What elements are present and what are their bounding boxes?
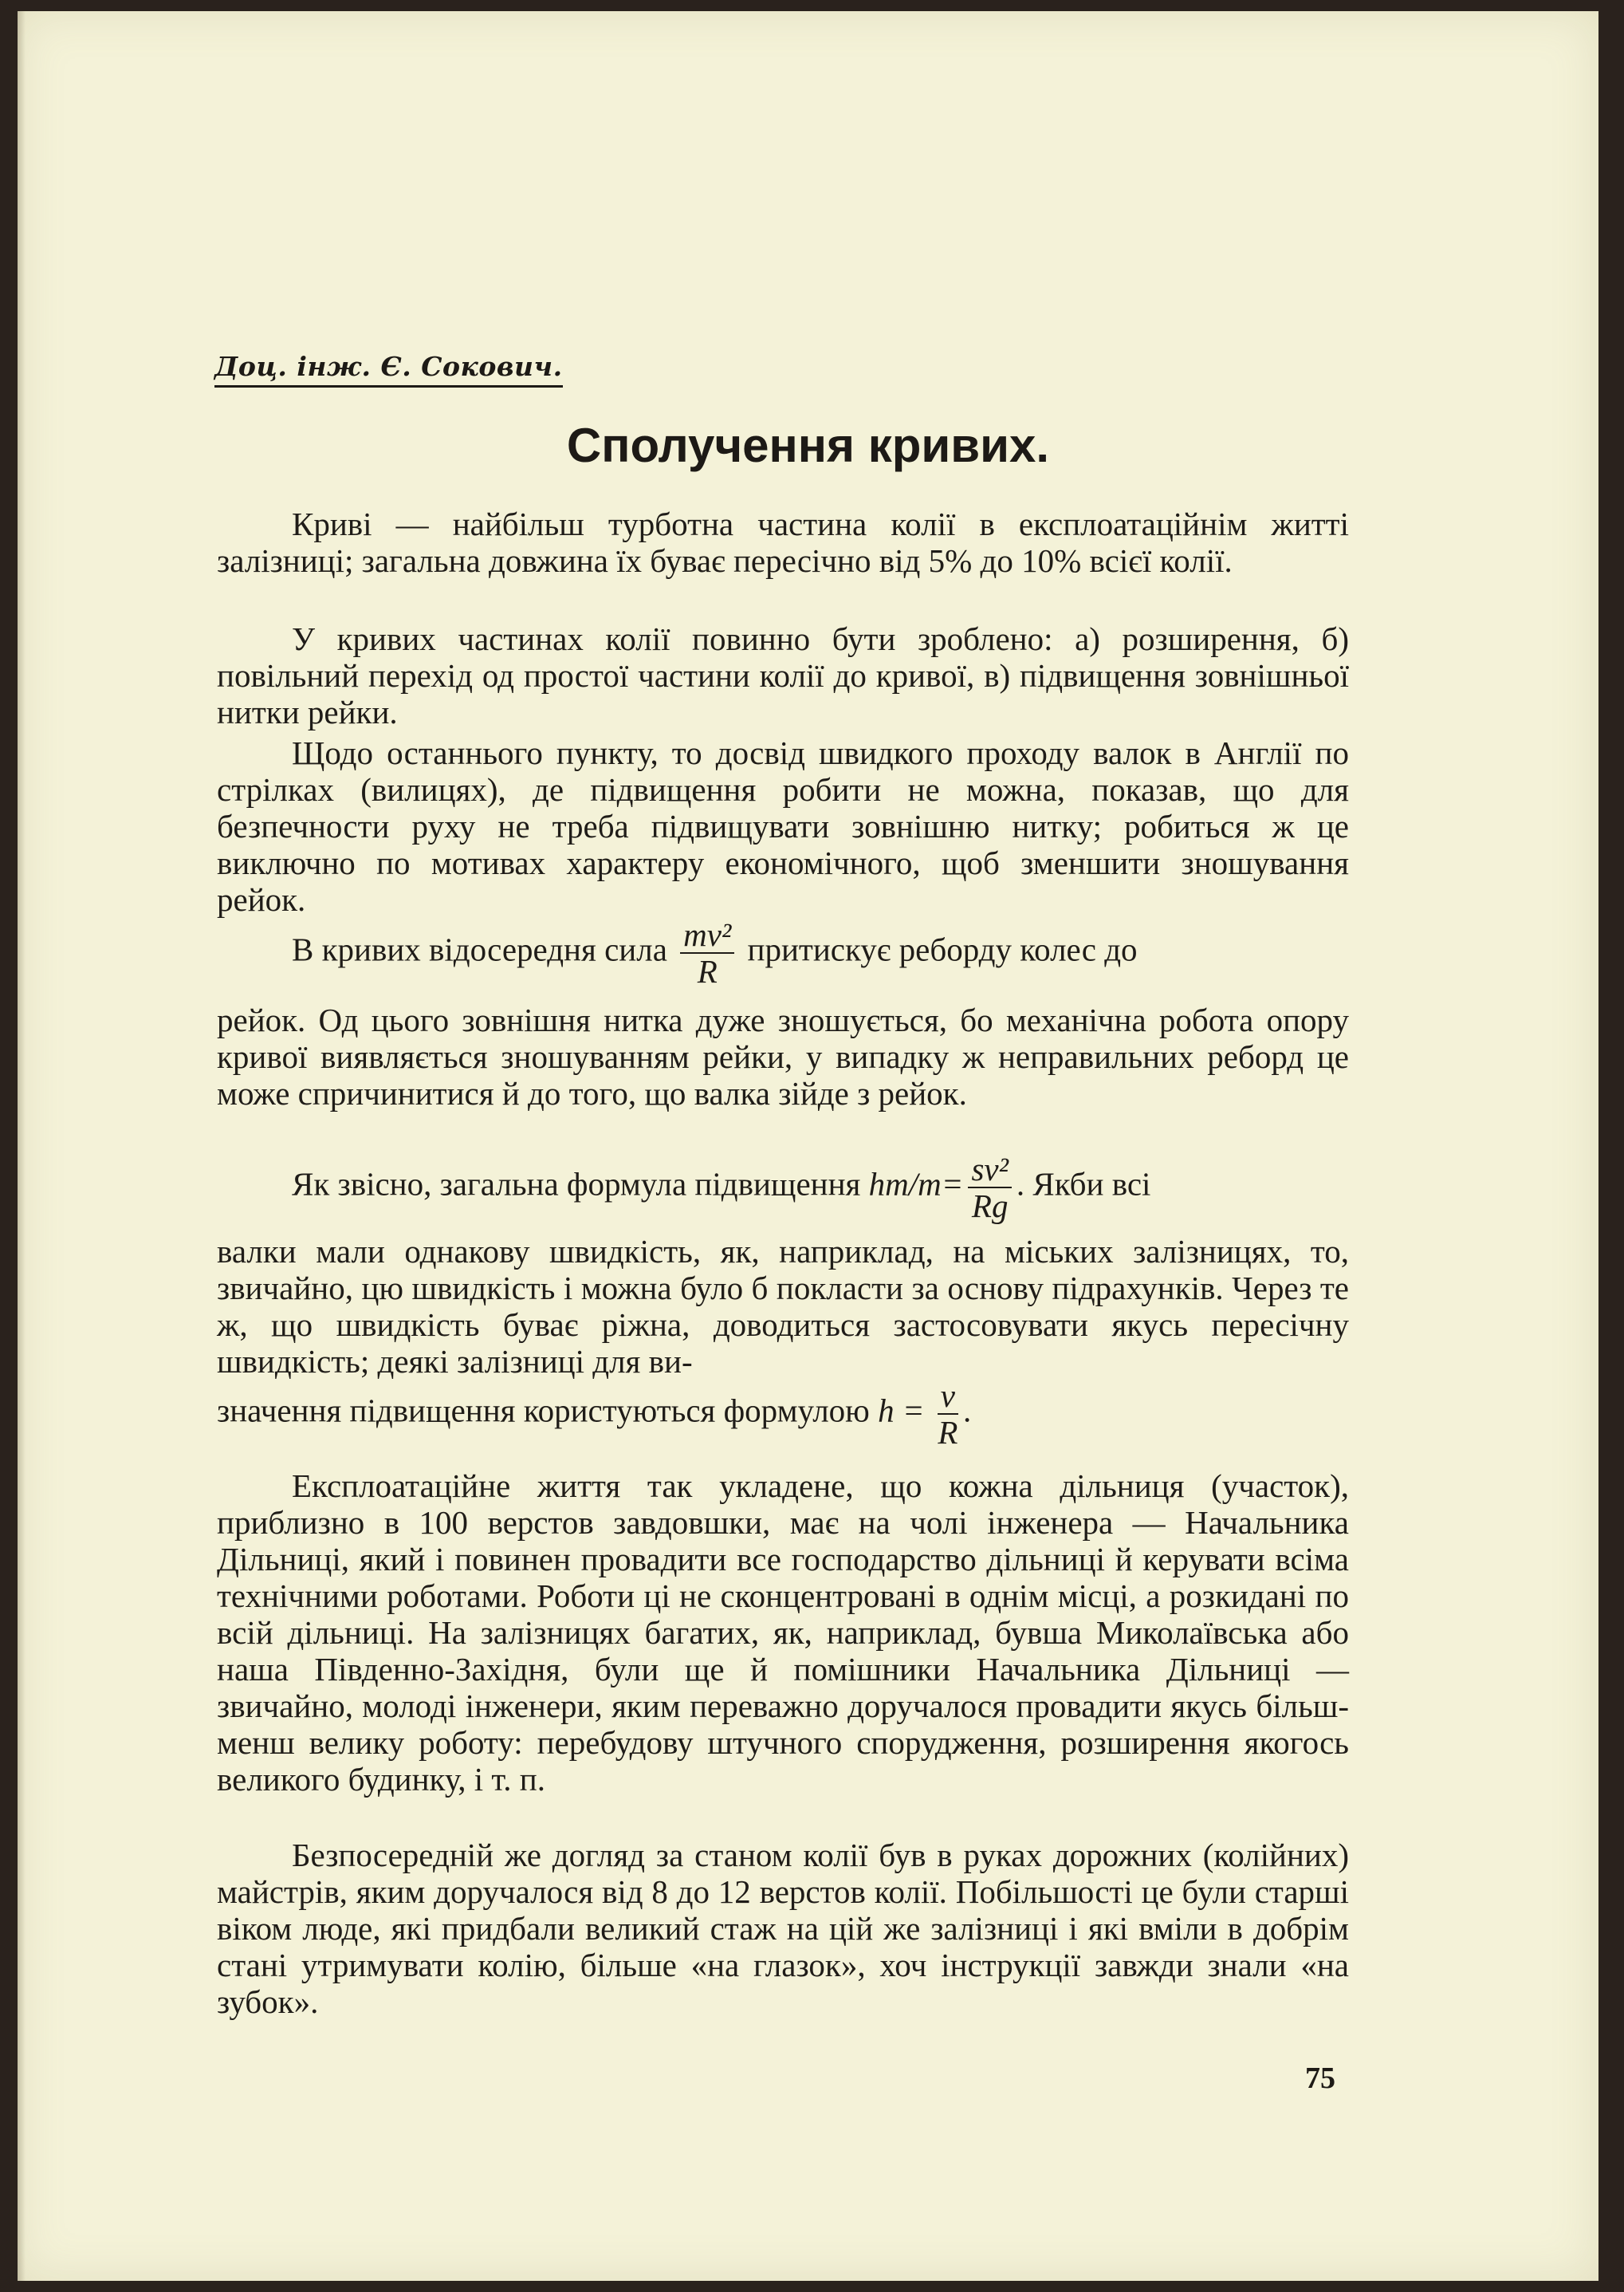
formula-numerator: mv² (680, 919, 734, 954)
p5-end-lead: значення підвищення користуються формулою (217, 1392, 870, 1429)
book-page (18, 11, 1598, 2281)
paragraph-5: валки мали однакову швидкість, як, наприклад, на міських залізницях, то, звичайно, цю швидкість і можна було б покласти за основу підрахунків. Через те ж, що швидкість буває ріжна, доводиться застосовувати якусь пересічну швидкість; деякі залізниці для ви- (217, 1233, 1349, 1380)
p5-end-tail: . (962, 1392, 972, 1429)
formula-line-2 (217, 1153, 1349, 1222)
formula-line-1 (217, 916, 1349, 990)
article-title: Сполучення кривих. (566, 419, 1050, 472)
paragraph-7: Безпосередній же догляд за станом колії був в руках дорожних (колійних) майстрів, яким доручалося від 8 до 12 верстов колії. Побільшості це були старші віком люде, які придбали великий стаж на цій же залізниці і які вміли в добрім стані утримувати колію, більше «на глазок», хоч інструкції завжди знали «на зубок». (217, 1837, 1349, 2020)
p4-tail: притискує реборду колес до (747, 931, 1138, 968)
paragraph-3-block (217, 734, 1349, 918)
formula-denominator: Rg (971, 1187, 1009, 1224)
paragraph-5-block (217, 1151, 1349, 1451)
paragraph-6: Експлоатаційне життя так укладене, що кожна дільниця (участок), приблизно в 100 верстов завдовшки, має на чолі інженера — Начальника Дільниці, який і повинен провадити все господарство дільниці й керувати всіма технічними роботами. Роботи ці не сконцентровані в однім місці, а розкидані по всій дільниці. На залізницях багатих, як, наприклад, бувша Миколаївська або наша Південно-Західня, були ще й помішники Начальника Дільниці — звичайно, молоді інженери, яким переважно доручалося провадити якусь більш-менш велику роботу: перебудову штучного спорудження, розширення якогось великого будинку, і т. п. (217, 1467, 1349, 1798)
paragraph-2: У кривих частинах колії повинно бути зроблено: а) розширення, б) повільний перехід од простої частини колії до кривої, в) підвищення зовнішньої нитки рейки. (217, 620, 1349, 731)
paragraph-1-block (217, 506, 1349, 579)
paragraph-6-block (217, 1467, 1349, 1798)
formula-lhs: h = (878, 1392, 925, 1429)
paragraph-2-block (217, 620, 1349, 731)
p5-lead: Як звісно, загальна формула підвищення (292, 1165, 861, 1203)
formula-numerator: sv² (968, 1153, 1011, 1188)
formula-line-3 (217, 1377, 1349, 1451)
p4-lead: В кривих відосередня сила (292, 931, 667, 968)
paragraph-7-block (217, 1837, 1349, 2020)
formula-simple (938, 1377, 958, 1451)
formula-centrifugal (680, 916, 734, 990)
formula-denominator: R (697, 953, 718, 990)
formula-denominator: R (938, 1414, 958, 1451)
p5-tail: . Якби всі (1016, 1165, 1151, 1203)
page-number: 75 (1305, 2062, 1335, 2095)
author-line: Доц. інж. Є. Сокович. (214, 351, 563, 388)
paragraph-4: рейок. Од цього зовнішня нитка дуже зношується, бо механічна робота опору кривої виявляється зношуванням рейки, у випадку ж неправильних реборд це може спричинитися й до того, що валка зійде з рейок. (217, 1002, 1349, 1112)
formula-superelevation (968, 1153, 1011, 1222)
formula-lhs: hm/m= (868, 1165, 964, 1203)
formula-numerator: v (938, 1380, 958, 1415)
paragraph-1: Криві — найбільш турботна частина колії в експлоатаційнім житті залізниці; загальна довжина їх буває пересічно від 5% до 10% всієї колії. (217, 506, 1349, 579)
paragraph-3: Щодо останнього пункту, то досвід швидкого проходу валок в Англії по стрілках (вилицях), де підвищення робити не можна, показав, що для безпечности руху не треба підвищувати зовнішню нитку; робиться ж це виключно по мотивах характеру економічного, щоб зменшити зношування рейок. (217, 734, 1349, 918)
paragraph-4-block (217, 916, 1349, 1112)
